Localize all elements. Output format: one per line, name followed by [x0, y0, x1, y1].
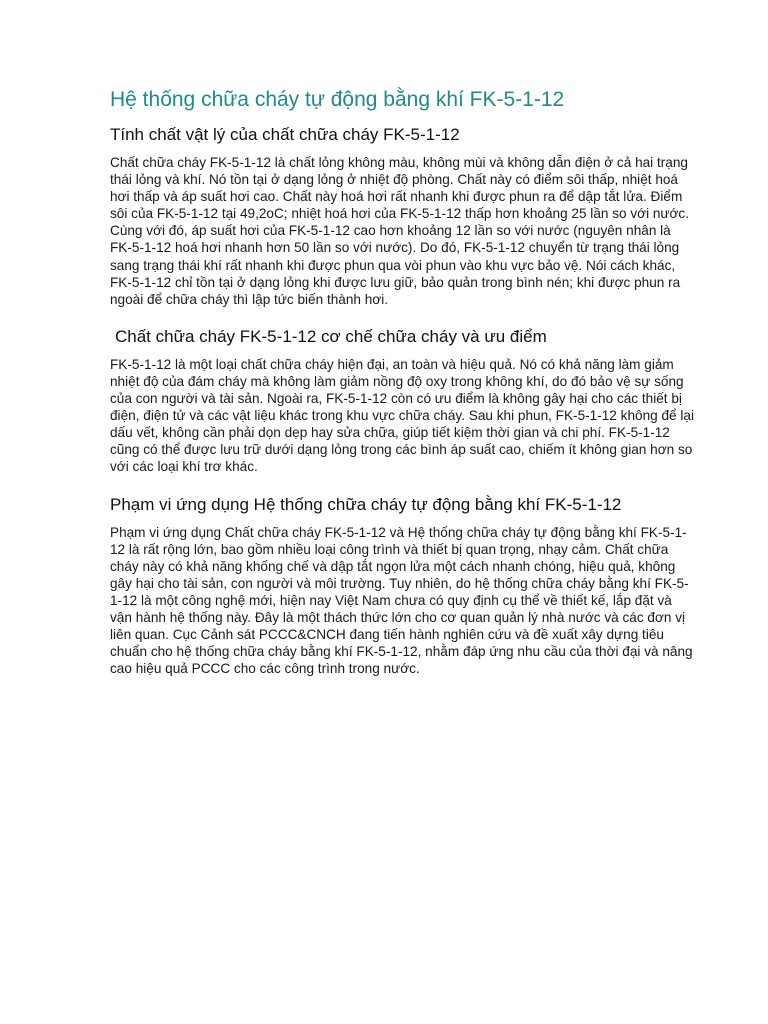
document-title: Hệ thống chữa cháy tự động bằng khí FK-5-1-12: [110, 88, 565, 111]
section-application-scope: [110, 494, 695, 678]
section-paragraph: Phạm vi ứng dụng Chất chữa cháy FK-5-1-12 và Hệ thống chữa cháy tự động bằng khí FK-5-1-12 là rất rộng lớn, bao gồm nhiều loại công trình và thiết bị quan trọng, nhạy cảm. Chất chữa cháy này có khả năng khống chế và dập tắt ngọn lửa một cách nhanh chóng, hiệu quả, không gây hại cho tài sản, con người và môi trường. Tuy nhiên, do hệ thống chữa cháy bằng khí FK-5-1-12 là một công nghệ mới, hiện nay Việt Nam chưa có quy định cụ thể về thiết kế, lắp đặt và vận hành hệ thống này. Đây là một thách thức lớn cho cơ quan quản lý nhà nước và các đơn vị liên quan. Cục Cảnh sát PCCC&CNCH đang tiến hành nghiên cứu và đề xuất xây dựng tiêu chuẩn cho hệ thống chữa cháy bằng khí FK-5-1-12, nhằm đáp ứng nhu cầu của thời đại và nâng cao hiệu quả PCCC cho các công trình trong nước.: [110, 524, 693, 677]
section-heading: Phạm vi ứng dụng Hệ thống chữa cháy tự động bằng khí FK-5-1-12: [110, 494, 622, 514]
section-paragraph: Chất chữa cháy FK-5-1-12 là chất lỏng không màu, không mùi và không dẫn điện ở cả hai trạng thái lỏng và khí. Nó tồn tại ở dạng lỏng ở nhiệt độ phòng. Chất này có điểm sôi thấp, nhiệt hoá hơi thấp và áp suất hơi cao. Chất này hoá hơi rất nhanh khi được phun ra để dập tắt lửa. Điểm sôi của FK-5-1-12 tại 49,2oC; nhiệt hoá hơi của FK-5-1-12 thấp hơn khoảng 25 lần so với nước. Cùng với đó, áp suất hơi của FK-5-1-12 cao hơn khoảng 12 lần so với nước (nguyên nhân là FK-5-1-12 hoá hơi nhanh hơn 50 lần so với nước). Do đó, FK-5-1-12 chuyển từ trạng thái lỏng sang trạng thái khí rất nhanh khi được phun qua vòi phun vào khu vực bảo vệ. Nói cách khác, FK-5-1-12 chỉ tồn tại ở dạng lỏng khi được lưu giữ, bảo quản trong bình nén; khi được phun ra ngoài để chữa cháy thì lập tức biến thành hơi.: [110, 155, 690, 307]
section-paragraph: FK-5-1-12 là một loại chất chữa cháy hiện đại, an toàn và hiệu quả. Nó có khả năng làm giảm nhiệt độ của đám cháy mà không làm giảm nồng độ oxy trong không khí, do đó bảo vệ sự sống của con người và tài sản. Ngoài ra, FK-5-1-12 còn có ưu điểm là không gây hại cho các thiết bị điện, điện tử và các vật liệu khác trong khu vực chữa cháy. Sau khi phun, FK-5-1-12 không để lại dấu vết, không cần phải dọn dẹp hay sửa chữa, giúp tiết kiệm thời gian và chi phí. FK-5-1-12 cũng có thể được lưu trữ dưới dạng lỏng trong các bình áp suất cao, chiếm ít không gian hơn so với các loại khí trơ khác.: [110, 356, 694, 475]
section-heading: Tính chất vật lý của chất chữa cháy FK-5-1-12: [110, 125, 460, 144]
section-physical-properties: [110, 124, 695, 308]
section-heading: Chất chữa cháy FK-5-1-12 cơ chế chữa cháy và ưu điểm: [115, 326, 547, 346]
document-page: [110, 86, 695, 677]
section-mechanism-advantages: [110, 326, 695, 476]
